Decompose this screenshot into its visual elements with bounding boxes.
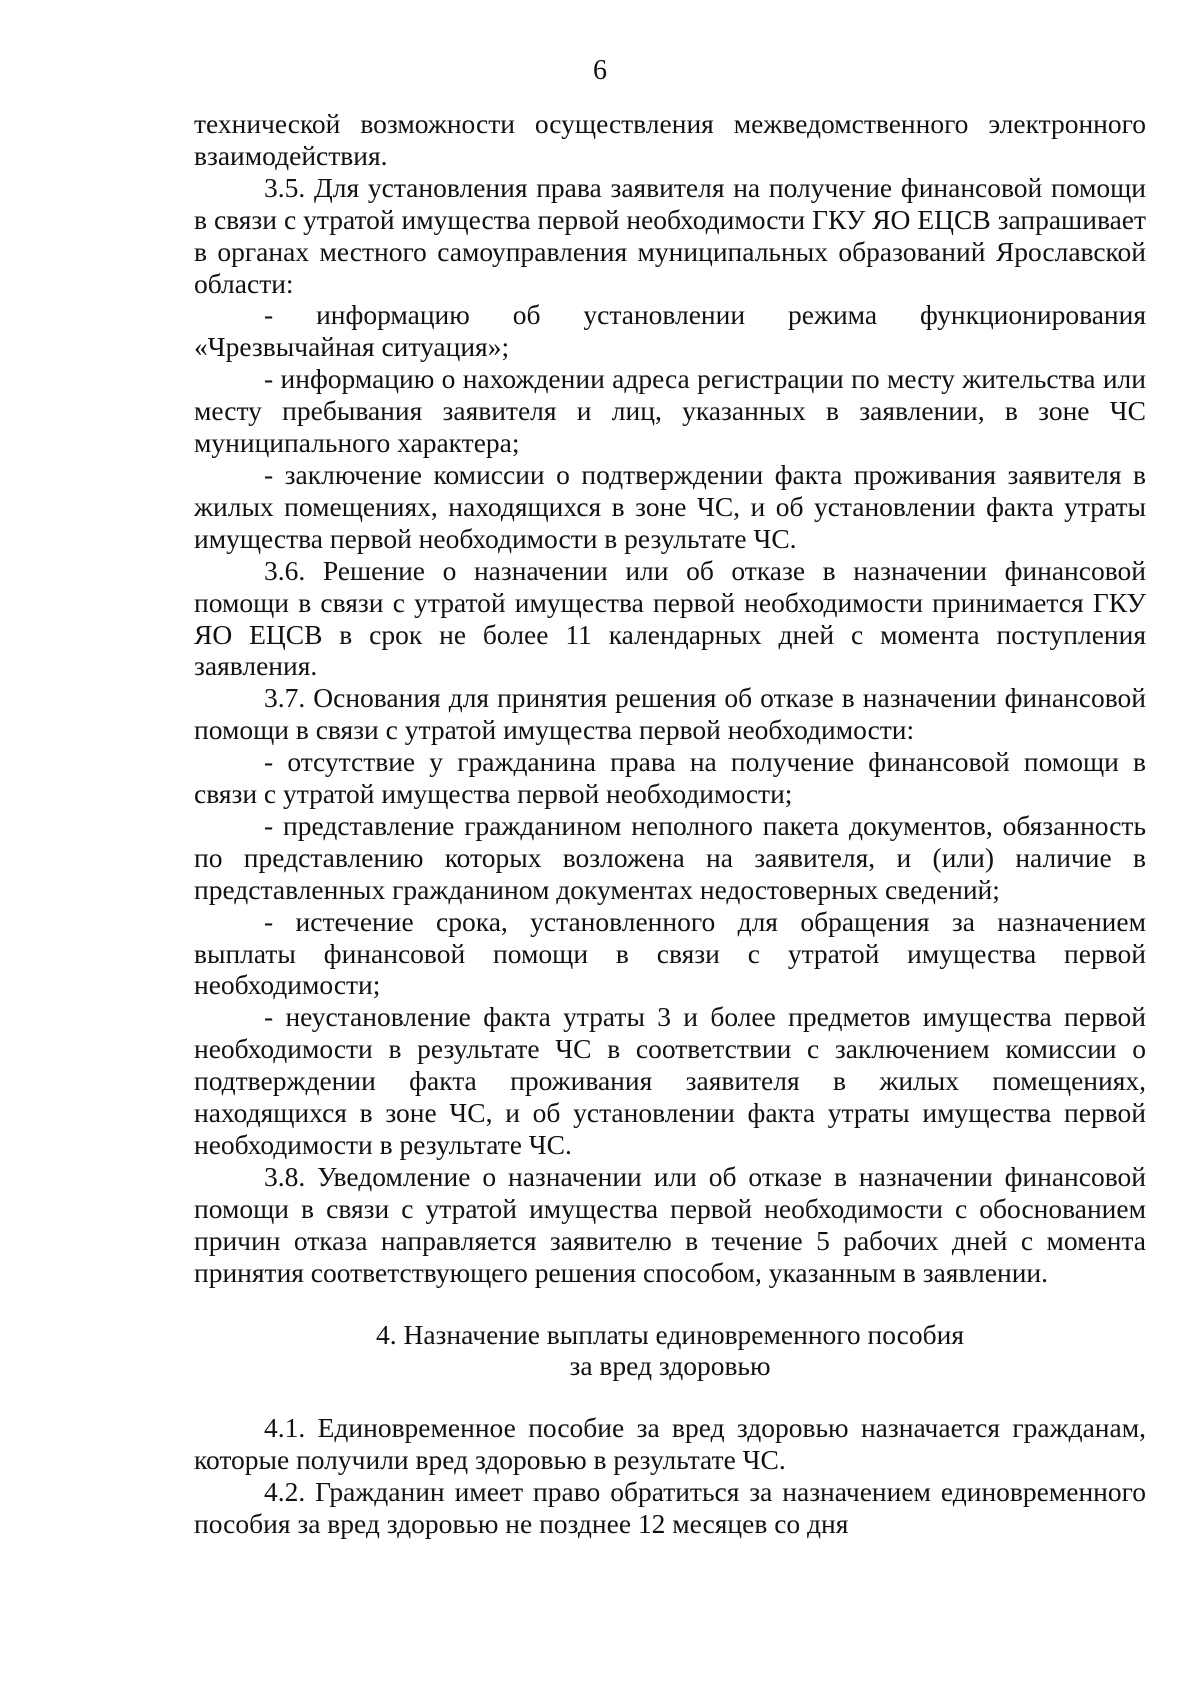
section-gap	[194, 1289, 1146, 1319]
paragraph-3-8: 3.8. Уведомление о назначении или об отказе в назначении финансовой помощи в связи с утратой имущества первой необходимости с обоснованием причин отказа направляется заявителю в течение 5 рабочих дней с момента принятия соответствующего решения способом, указанным в заявлении.	[194, 1160, 1146, 1288]
list-item-3-7-4: - неустановление факта утраты 3 и более предметов имущества первой необходимости в результате ЧС в соответствии с заключением комиссии о подтверждении факта проживания заявителя в жилых помещениях, находящихся в зоне ЧС, и об установлении факта утраты имущества первой необходимости в результате ЧС.	[194, 1001, 1146, 1160]
paragraph-continuation: технической возможности осуществления межведомственного электронного взаимодействия.	[194, 108, 1146, 171]
list-item-3-7-1: - отсутствие у гражданина права на получение финансовой помощи в связи с утратой имущества первой необходимости;	[194, 746, 1146, 810]
paragraph-3-7: 3.7. Основания для принятия решения об отказе в назначении финансовой помощи в связи с утратой имущества первой необходимости:	[194, 682, 1146, 746]
document-body	[194, 108, 1146, 1540]
section-gap	[194, 1382, 1146, 1412]
section-heading-line-2: за вред здоровью	[569, 1350, 771, 1382]
list-item-3-5-1: - информацию об установлении режима функционирования «Чрезвычайная ситуация»;	[194, 299, 1146, 363]
section-heading-line-1: 4. Назначение выплаты единовременного пособия	[375, 1318, 964, 1350]
paragraph-3-5: 3.5. Для установления права заявителя на получение финансовой помощи в связи с утратой имущества первой необходимости ГКУ ЯО ЕЦСВ запрашивает в органах местного самоуправления муниципальных образований Ярославской области:	[194, 171, 1146, 299]
list-item-3-7-3: - истечение срока, установленного для обращения за назначением выплаты финансовой помощи в связи с утратой имущества первой необходимости;	[194, 905, 1146, 1001]
list-item-3-5-3: - заключение комиссии о подтверждении факта проживания заявителя в жилых помещениях, находящихся в зоне ЧС, и об установлении факта утраты имущества первой необходимости в результате ЧС.	[194, 458, 1146, 554]
paragraph-4-2: 4.2. Гражданин имеет право обратиться за назначением единовременного пособия за вред здоровью не позднее 12 месяцев со дня	[194, 1476, 1146, 1540]
list-item-3-7-2: - представление гражданином неполного пакета документов, обязанность по представлению которых возложена на заявителя, и (или) наличие в представленных гражданином документах недостоверных сведений;	[194, 809, 1146, 905]
list-item-3-5-2: - информацию о нахождении адреса регистрации по месту жительства или месту пребывания заявителя и лиц, указанных в заявлении, в зоне ЧС муниципального характера;	[194, 363, 1146, 459]
paragraph-4-1: 4.1. Единовременное пособие за вред здоровью назначается гражданам, которые получили вред здоровью в результате ЧС.	[194, 1412, 1146, 1476]
page-number: 6	[593, 55, 607, 86]
paragraph-3-6: 3.6. Решение о назначении или об отказе в назначении финансовой помощи в связи с утратой имущества первой необходимости принимается ГКУ ЯО ЕЦСВ в срок не более 11 календарных дней с момента поступления заявления.	[194, 554, 1146, 682]
